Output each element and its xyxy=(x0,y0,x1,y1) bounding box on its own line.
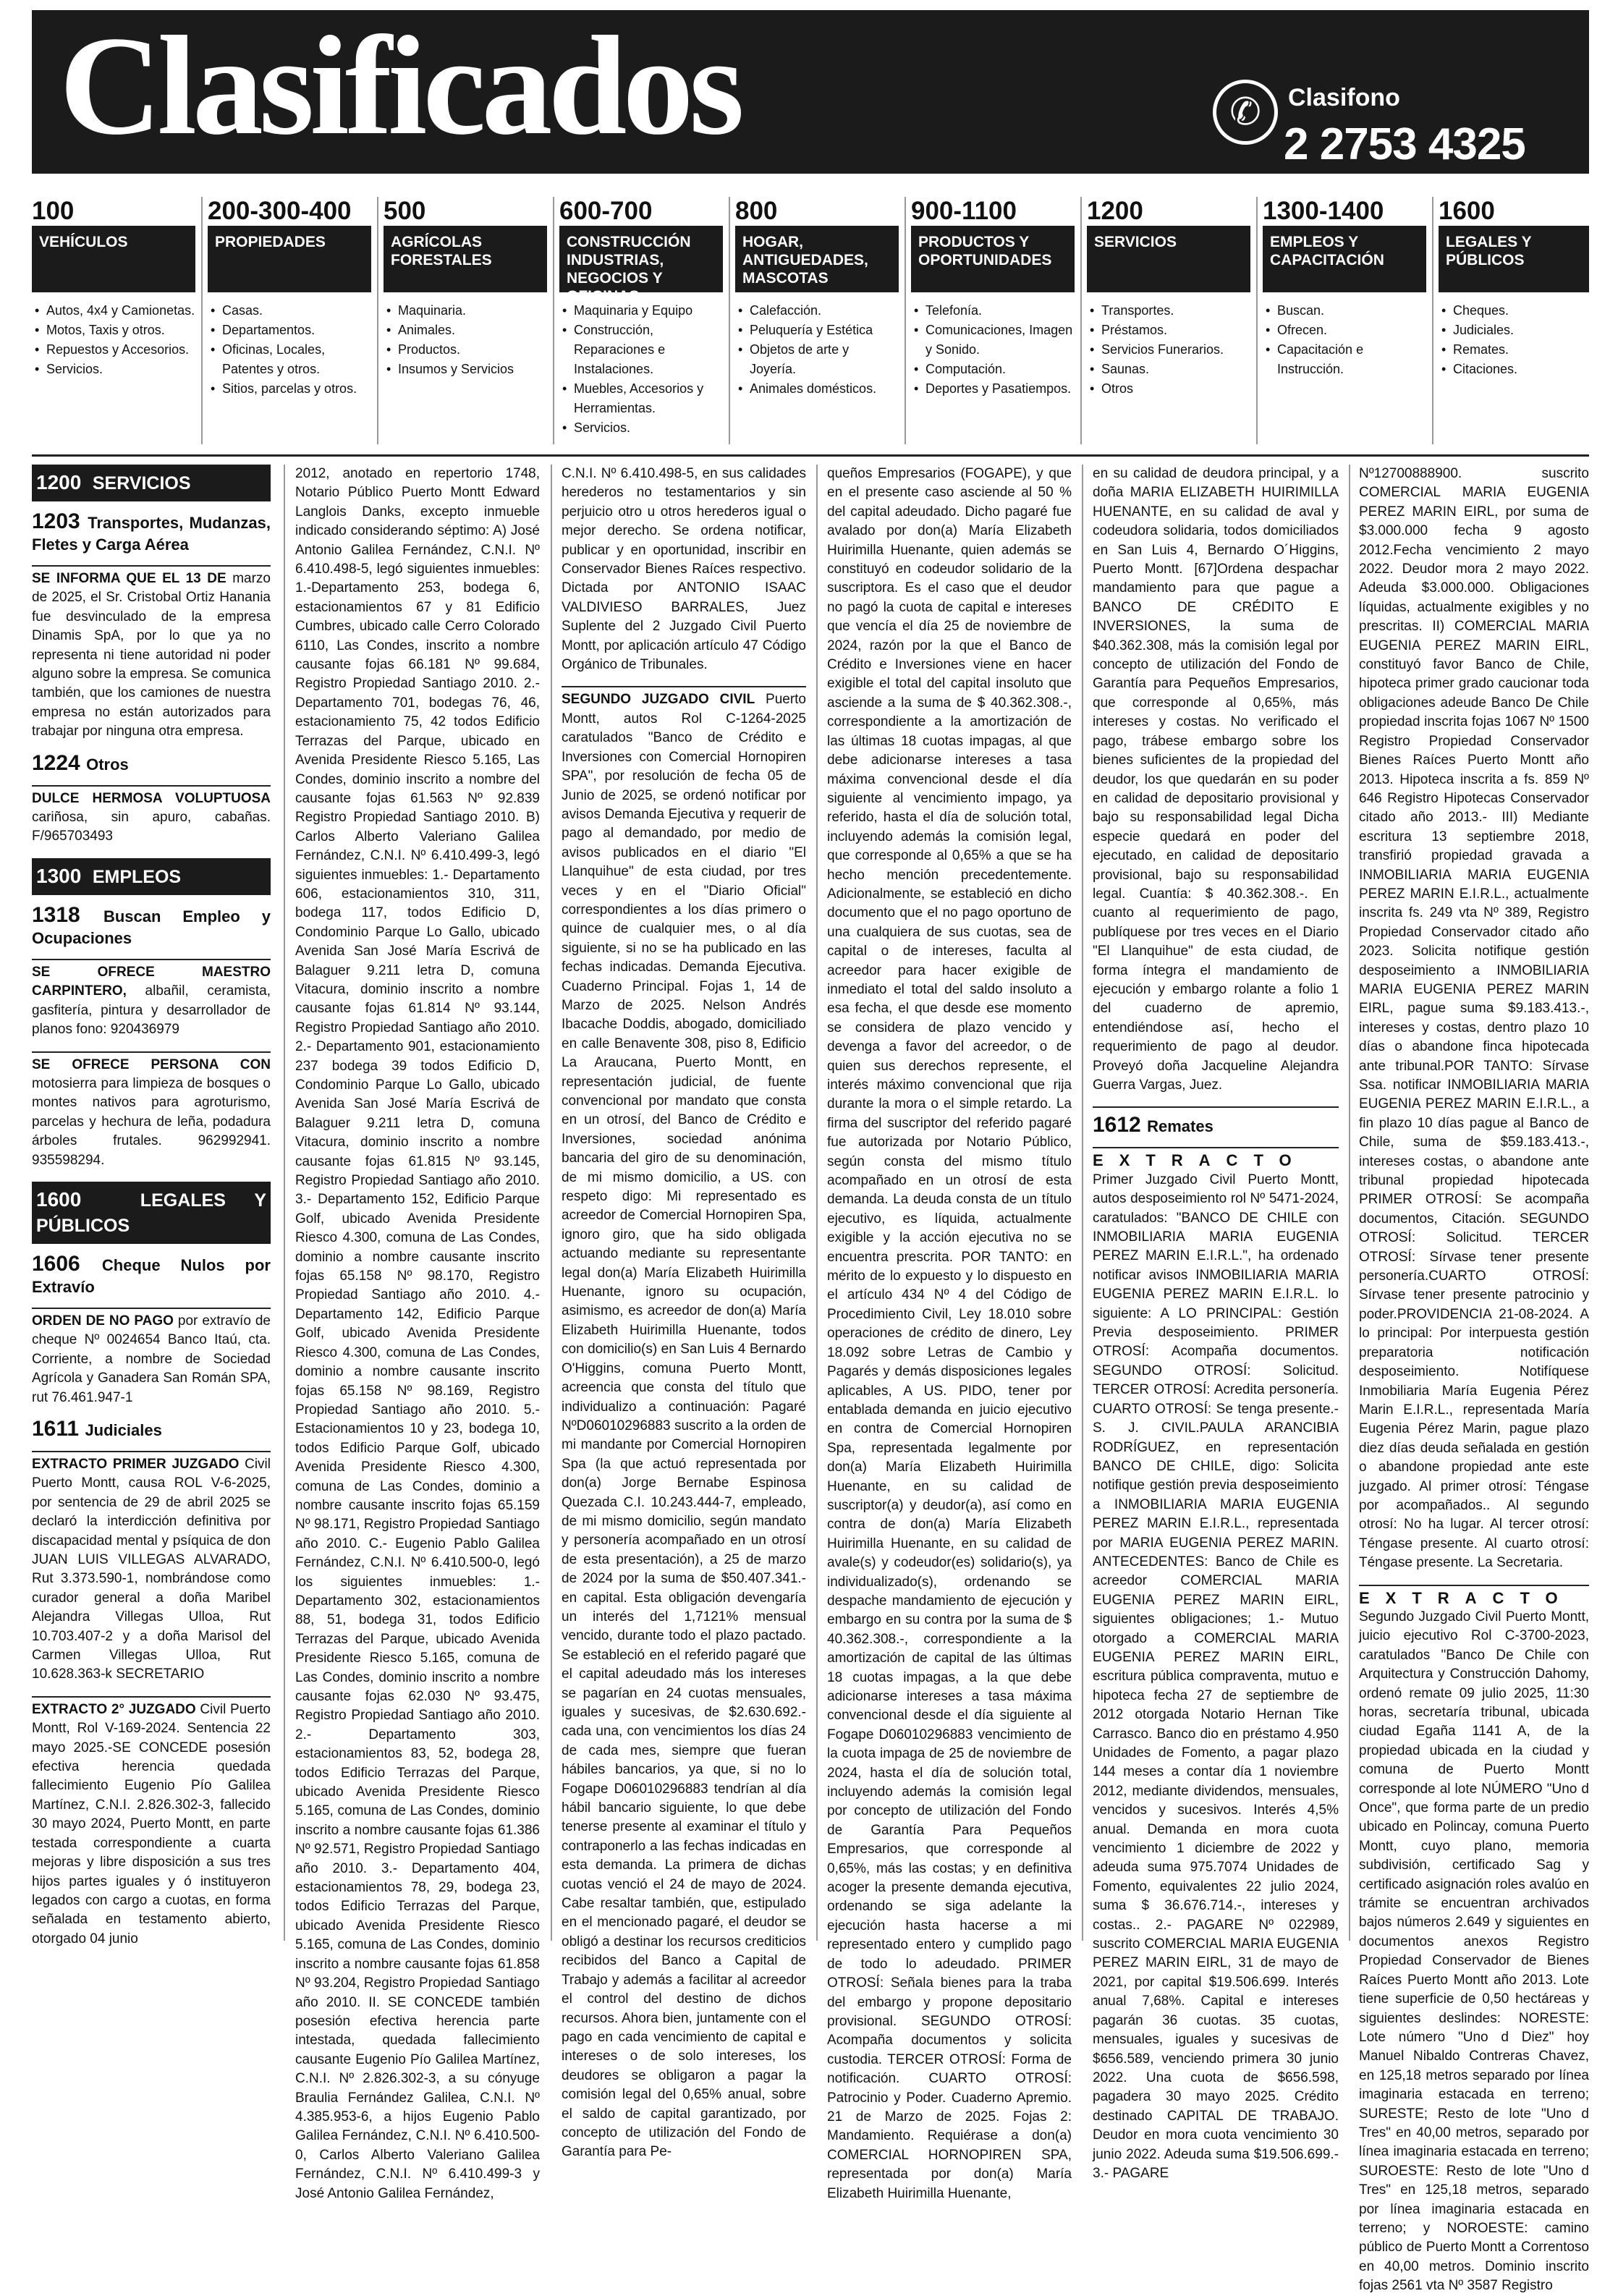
section-header-1300 xyxy=(32,858,271,895)
ad-body: por extravío de cheque Nº 0024654 Banco Itaú, cta. Corriente, a nombre de Sociedad Agrícola y Ganadera San Román SPA, rut 76.461.947-1 xyxy=(32,1313,271,1405)
category-divider xyxy=(201,197,203,444)
category-block xyxy=(32,197,195,379)
subsection-number: 1224 xyxy=(32,750,80,775)
category-items xyxy=(384,301,547,379)
subsection-name: Remates xyxy=(1147,1117,1214,1136)
column-6 xyxy=(1359,465,1589,2294)
subsection-1318 xyxy=(32,902,271,949)
category-item: • Remates. xyxy=(1439,340,1589,360)
category-block xyxy=(384,197,547,379)
masthead xyxy=(32,7,1589,174)
subsection-number: 1606 xyxy=(32,1251,80,1276)
divider xyxy=(32,454,1589,457)
subsection-number: 1611 xyxy=(32,1416,80,1441)
ad-lead: SE OFRECE PERSONA CON xyxy=(32,1056,271,1072)
legal-notice-text: Primer Juzgado Civil Puerto Montt, autos desposeimiento rol Nº 5471-2024, caratulados: "BANCO DE CHILE con INMOBILIARIA MARIA EUGENIA PEREZ MARIN E.I.R.L.", ha ordenado notificar avisos INMOBILIARIA MARIA EUGENIA PEREZ MARIN E.I.R.L. lo siguiente: A LO PRINCIPAL: Gestión Previa desposeimiento. PRIMER OTROSÍ: Acompaña documentos. SEGUNDO OTROSÍ: Solicitud. TERCER OTROSÍ: Acredita personería. CUARTO OTROSÍ: Se tenga presente.- S. J. CIVIL.PAULA ARANCIBIA RODRÍGUEZ, en representación BANCO DE CHILE, digo: Solicita notifique gestión previa desposeimiento a INMOBILIARIA MARIA EUGENIA PEREZ MARIN E.I.R.L., representada por MARIA EUGENIA PEREZ MARIN. ANTECEDENTES: Banco de Chile es acreedor COMERCIAL MARIA EUGENIA PEREZ MARIN EIRL, siguientes obligaciones; 1.- Mutuo otorgado a COMERCIAL MARIA EUGENIA PEREZ MARIN EIRL, escritura pública compraventa, mutuo e hipoteca fecha 27 de septiembre de 2012 otorgada Notario Hernan Tike Carrasco. Banco dio en préstamo 4.950 Unidades de Fomento, a pagar plazo 144 meses a contar día 1 noviembre 2012, mediante dividendos, mensuales, vencidos y sucesivos. Interés 4,5% anual. Demanda en mora cuota vencimiento 1 diciembre de 2022 y adeuda suma 975.7074 Unidades de Fomento, equivalentes 22 julio 2024, suma $ 36.676.714.-, intereses y costas.. 2.- PAGARE Nº 022989, suscrito COMERCIAL MARIA EUGENIA PEREZ MARIN EIRL, 31 de mayo de 2021, por capital $19.506.699. Interés anual 7,68%. Capital e intereses pagarán 36 cuotas. 35 cuotas, mensuales, iguales y sucesivas de $656.589, venciendo primera 30 junio 2022. Una cuota de $656.598, pagadera 30 mayo 2025. Crédito destinado CAPITAL DE TRABAJO. Deudor en mora cuota vencimiento 30 junio 2022. Adeuda suma $19.506.699.- 3.- PAGARE xyxy=(1093,1172,1339,2181)
column-divider xyxy=(284,465,285,1941)
category-block xyxy=(1439,197,1589,379)
category-name: HOGAR, ANTIGUEDADES, MASCOTAS xyxy=(735,226,899,292)
category-item: • Servicios. xyxy=(559,418,723,438)
category-name: AGRÍCOLAS FORESTALES xyxy=(384,226,547,292)
category-name: VEHÍCULOS xyxy=(32,226,195,292)
section-name: EMPLEOS xyxy=(92,866,182,887)
ad-body: motosierra para limpieza de bosques o montes nativos para agroturismo, parcelas y hechura de leña, podadura árboles frutales. 962992941. 935598294. xyxy=(32,1075,271,1168)
category-number: 900-1100 xyxy=(911,197,1017,225)
ad-lead: EXTRACTO PRIMER JUZGADO xyxy=(32,1456,240,1472)
category-name: EMPLEOS Y CAPACITACIÓN xyxy=(1263,226,1426,292)
classified-ad xyxy=(32,1451,271,1685)
classified-ad xyxy=(32,565,271,742)
classified-ad xyxy=(32,1696,271,1949)
category-item: • Muebles, Accesorios y Herramientas. xyxy=(559,379,723,418)
classified-ad xyxy=(32,1051,271,1170)
category-item: • Deportes y Pasatiempos. xyxy=(911,379,1075,399)
phone-icon: ✆ xyxy=(1213,80,1278,145)
category-block xyxy=(559,197,723,438)
section-header-1600 xyxy=(32,1182,271,1244)
ad-lead: SE INFORMA QUE EL 13 DE xyxy=(32,571,226,586)
category-item: • Oficinas, Locales, Patentes y otros. xyxy=(208,340,371,379)
category-block xyxy=(208,197,371,399)
column-divider xyxy=(551,465,552,1941)
category-item: • Saunas. xyxy=(1087,360,1250,379)
subsection-name: Transportes, Mudanzas, Fletes y Carga Aérea xyxy=(32,514,271,554)
ad-body: albañil, ceramista, gasfitería, pintura y desarrollador de planos fono: 920436979 xyxy=(32,983,271,1038)
legal-notice-text: Nº12700888900. suscrito COMERCIAL MARIA EUGENIA PEREZ MARIN EIRL, por suma de $3.000.000 fecha 9 agosto 2012.Fecha vencimiento 2 mayo 2022. Deudor mora 2 mayo 2022. Adeuda $3.000.000. Obligaciones líquidas, actualmente exigibles y no prescritas. II) COMERCIAL MARIA EUGENIA PEREZ MARIN EIRL, constituyó favor Banco de Chile, hipoteca primer grado caucionar toda obligaciones adeude Banco De Chile propiedad inscrita fojas 1067 Nº 1500 Registro Propiedad Conservador Bienes Raíces Puerto Montt año 2013. Hipoteca inscrita a fs. 859 Nº 646 Registro Hipotecas Conservador citado año 2013.- III) Mediante escritura 13 septiembre 2018, transfirió propiedad gravada a INMOBILIARIA MARIA EUGENIA PEREZ MARIN E.I.R.L., actualmente inscrita fs. 249 vta Nº 389, Registro Propiedad Conservador citado año 2023. Solicita notifique gestión desposeimiento a INMOBILIARIA MARIA EUGENIA PEREZ MARIN EIRL, pague suma $9.183.413.-, intereses y costas, dentro plazo 10 días o abandone finca hipotecada ante tribunal.POR TANTO: Sírvase Ssa. notificar INMOBILIARIA MARIA EUGENIA PEREZ MARIN E.I.R.L., a fin plazo 10 días pague al Banco de Chile, suma de $59.183.413.-, intereses costas, o abandone ante tribunal propiedad hipotecada PRIMER OTROSÍ: Se acompaña documentos, Citación. SEGUNDO OTROSÍ: Solicitud. TERCER OTROSÍ: Sírvase tener presente personería.CUARTO OTROSÍ: Sírvase tener presente patrocinio y poder.PROVIDENCIA 21-08-2024. A lo principal: Por interpuesta gestión preparatoria notificación desposeimiento. Notifíquese Inmobiliaria María Eugenia Pérez Marin E.I.R.L., representada María Eugenia Pérez Marin, pague plazo diez días deuda señalada en gestión o abandone propiedad ante este juzgado. Al primer otrosí: Téngase por acompañados.. Al segundo otrosí: No ha lugar. Al tercer otrosí: Téngase presente. Al cuarto otrosí: Téngase presente. La Secretaria. xyxy=(1359,466,1589,1571)
subsection-name: Judiciales xyxy=(85,1420,162,1439)
ad-body: Civil Puerto Montt, Rol V-169-2024. Sentencia 22 mayo 2025.-SE CONCEDE posesión efectiva herencia quedada fallecimiento Eugenio Pío Galilea Martínez, C.N.I. 2.826.302-3, fallecido 30 mayo 2024, Puerto Montt, en parte testada correspondiente a cuarta mejoras y libre disposición a sus tres hijos partes iguales y ó instituyeron legados con cargo a cuotas, en forma señalada en testamento abierto, otorgado 04 junio xyxy=(32,1701,271,1946)
category-item: • Objetos de arte y Joyería. xyxy=(735,340,899,379)
category-number: 1200 xyxy=(1087,197,1143,225)
subsection-name: Otros xyxy=(86,755,129,774)
column-1 xyxy=(32,465,271,1946)
page-title: Clasificados xyxy=(59,7,740,164)
category-items xyxy=(735,301,899,399)
category-item: • Sitios, parcelas y otros. xyxy=(208,379,371,399)
category-item: • Calefacción. xyxy=(735,301,899,321)
category-name: PROPIEDADES xyxy=(208,226,371,292)
ad-lead: ORDEN DE NO PAGO xyxy=(32,1313,174,1329)
notice-body: Puerto Montt, autos Rol C-1264-2025 caratulados "Banco de Crédito e Inversiones con Comercial Hornopiren SPA", por resolución de fecha 05 de Junio de 2025, se ordenó notificar por avisos Demanda Ejecutiva y requerir de pago al demandado, por medio de avisos publicados en el diario "El Llanquihue" de esta ciudad, por tres veces y en el "Diario Oficial" correspondientes a los días primero o quince de cualquier mes, o al día siguiente, si no se ha publicado en las fechas indicadas. Demanda Ejecutiva. Cuaderno Principal. Fojas 1, 14 de Marzo de 2025. Nelson Andrés Ibacache Doddis, abogado, domiciliado en calle Benavente 308, piso 8, Edificio La Araucana, Puerto Montt, en representación judicial, de fuente convencional por mandato que consta en un otrosí, del Banco de Crédito e Inversiones, sociedad anónima bancaria del giro de su denominación, de mi mismo domicilio, a US. con respeto digo: Mi representado es acreedor de Comercial Hornopiren Spa, ignoro giro, que ha sido obligada actuando mediante su representante legal don(a) María Elizabeth Huirimilla Huenante, ignoro su ocupación, asimismo, es acreedor de don(a) María Elizabeth Huirimilla Huenante, todos con domicilio(s) en San Luis 4 Bernardo O'Higgins, comuna Puerto Montt, acreencia que consta del título que individualizo a continuación: Pagaré NºD06010296883 suscrito a la orden de mi mandante por Comercial Hornopiren Spa (la que actuó representada por don(a) Jorge Bernabe Espinosa Quezada C.I. 10.243.444-7, empleado, de mi mismo domicilio, según mandato y personería acompañado en un otrosí de esta presentación), a 25 de marzo de 2024 por la suma de $50.407.341.- en capital. Esta obligación devengaría un interés del 1,7121% mensual vencido, durante todo el plazo pactado. Se estableció en el referido pagaré que el capital adeudado más los intereses se pagarían en 24 cuotas mensuales, iguales y sucesivas, de $2.630.692.- cada una, con vencimientos los días 24 de cada mes, siempre que fueran hábiles bancarios, ya que, si no lo Fogape D06010296883 tendrían al día hábil bancario siguiente, lo que debe tenerse presente al examinar el título y contraponerlo a las fechas indicadas en esta demanda. La primera de dichas cuotas venció el 24 de mayo de 2024. Cabe resaltar también, que, estipulado en el mencionado pagaré, el deudor se obligó a destinar los recursos crediticios recibidos del Banco a Capital de Trabajo y además a facilitar al acreedor el control del destino de dichos recursos. Ahora bien, juntamente con el pago en cada vencimiento de capital e intereses o de solo intereses, los deudores se obligaron a pagar la comisión legal del 0,65% anual, sobre el saldo de capital garantizado, por concepto de utilización del Fondo de Garantía para Pe- xyxy=(562,692,806,2160)
subsection-1606 xyxy=(32,1251,271,1297)
subsection-number: 1612 xyxy=(1093,1113,1141,1138)
notice-lead: SEGUNDO JUZGADO CIVIL xyxy=(562,692,755,708)
subsection-1611 xyxy=(32,1416,271,1441)
category-block xyxy=(1087,197,1250,399)
section-name: SERVICIOS xyxy=(92,473,191,493)
extracto-heading: EXTRACTO xyxy=(1093,1147,1339,1170)
category-number: 500 xyxy=(384,197,426,225)
section-name: LEGALES Y PÚBLICOS xyxy=(36,1190,266,1236)
category-item: • Ofrecen. xyxy=(1263,321,1426,340)
section-number: 1200 xyxy=(36,471,82,493)
legal-notice-text: en su calidad de deudora principal, y a doña MARIA ELIZABETH HUIRIMILLA HUENANTE, en su calidad de aval y codeudora solidaria, todos domiciliados en San Luis 4, Bernardo O´Higgins, Puerto Montt. [67]Ordena despachar mandamiento para que pague a BANCO DE CRÉDITO E INVERSIONES, la suma de $40.362.308, más la comisión legal por concepto de utilización del Fondo de Garantía para Pequeños Empresarios, que corresponde al 0,65%, más intereses y costas. No verificado el pago, trábese embargo sobre los bienes suficientes de la propiedad del deudor, los que quedarán en su poder en calidad de depositario provisional y bajo su responsabilidad legal Dicha especie quedará en poder del ejecutado, en calidad de depositario provisional, bajo su responsabilidad legal. Cuantía: $ 40.362.308.-. En cuanto al requerimiento de pago, publíquese por tres veces en el Diario "El Llanquihue" de esta ciudad, de forma íntegra el mandamiento de ejecución y embargo rolante a folio 1 del cuaderno de apremio, entendiéndose así, hecho el requerimiento de pago al deudor. Proveyó doña Jacqueline Alejandra Guerra Vargas, Juez. xyxy=(1093,466,1339,1093)
category-item: • Productos. xyxy=(384,340,547,360)
category-items xyxy=(1263,301,1426,379)
category-number: 600-700 xyxy=(559,197,653,225)
category-item: • Repuestos y Accesorios. xyxy=(32,340,195,360)
category-items xyxy=(1087,301,1250,399)
phone-label: Clasifono xyxy=(1288,84,1400,111)
category-block xyxy=(735,197,899,399)
ad-body: Civil Puerto Montt, causa ROL V-6-2025, por sentencia de 29 de abril 2025 se declaró la interdicción definitiva por discapacidad mental y psíquica de don JUAN LUIS VILLEGAS ALVARADO, Rut 3.373.590-1, nombrándose como curador general a doña Maribel Alejandra Villegas Ulloa, Rut 10.703.407-2 y a doña Marisol del Carmen Villegas Ulloa, Rut 10.628.363-k SECRETARIO xyxy=(32,1456,271,1682)
category-item: • Construcción, Reparaciones e Instalaciones. xyxy=(559,321,723,379)
category-items xyxy=(1439,301,1589,379)
category-name: SERVICIOS xyxy=(1087,226,1250,292)
classified-ad xyxy=(32,785,271,847)
legal-notice-text: 2012, anotado en repertorio 1748, Notario Público Puerto Montt Edward Langlois Danks, excepto inmueble indicado considerando séptimo: A) José Antonio Galilea Fernández, C.N.I. Nº 6.410.498-5, legó siguientes inmuebles: 1.-Departamento 253, bodega 6, estacionamientos 67 y 81 Edificio Cumbres, ubicado calle Cerro Colorado 6110, Las Condes, inscrito a nombre causante fojas 66.181 Nº 99.684, Registro Propiedad Santiago 2010. 2.- Departamento 701, bodegas 76, 46, estacionamiento 75, 42 todos Edificio Terrazas del Parque, ubicado en Avenida Presidente Riesco 5.165, Las Condes, dominio inscrito a nombre del causante fojas 61.563 Nº 92.839 Registro Propiedad Santiago 2010. B) Carlos Alberto Valeriano Galilea Fernández, C.N.I. Nº 6.410.499-3, legó siguientes inmuebles: 1.- Departamento 606, estacionamientos 310, 311, bodega 117, todos Edificio D, Condominio Parque Lo Gallo, ubicado Avenida San José María Escrivá de Balaguer 9.211 letra D, comuna Vitacura, dominio inscrito a nombre causante fojas 61.814 Nº 93.144, Registro Propiedad Santiago año 2010. 2.- Departamento 901, estacionamiento 237 bodega 39 todos Edificio D, Condominio Parque Lo Gallo, ubicado Avenida San José María Escrivá de Balaguer 9.211 letra D, comuna Vitacura, dominio inscrito a nombre causante fojas 61.815 Nº 93.145, Registro Propiedad Santiago año 2010. 3.- Departamento 152, Edificio Parque Golf, ubicado Avenida Presidente Riesco 4.300, comuna de Las Condes, dominio a nombre causante inscrito fojas 65.158 Nº 98.170, Registro Propiedad Santiago año 2010. 4.- Departamento 142, Edificio Parque Golf, ubicado Avenida Presidente Riesco 4.300, comuna de Las Condes, dominio a nombre causante inscrito fojas 65.158 Nº 98.169, Registro Propiedad Santiago año 2010. 5.- Estacionamientos 10 y 23, bodega 10, todos Edificio Parque Golf, ubicado Avenida Presidente Riesco 4.300, comuna de Las Condes, dominio a nombre causante inscrito fojas 65.159 Nº 98.171, Registro Propiedad Santiago año 2010. C.- Eugenio Pablo Galilea Fernández, C.N.I. Nº 6.410.500-0, legó los siguientes inmuebles: 1.- Departamento 302, estacionamientos 88, 51, bodega 31, todos Edificio Terrazas del Parque, ubicado Avenida Presidente Riesco 5.165, comuna de Las Condes, dominio inscrito a nombre causante fojas 62.030 Nº 93.475, Registro Propiedad Santiago año 2010. 2.- Departamento 303, estacionamientos 83, 52, bodega 28, todos Edificio Terrazas del Parque, ubicado Avenida Presidente Riesco 5.165, comuna de Las Condes, dominio inscrito a nombre causante fojas 61.386 Nº 92.571, Registro Propiedad Santiago año 2010. 3.- Departamento 404, estacionamientos 78, 29, bodega 23, todos Edificio Terrazas del Parque, ubicado Avenida Presidente Riesco 5.165, comuna de Las Condes, dominio inscrito a nombre causante fojas 61.858 Nº 93.204, Registro Propiedad Santiago año 2010. II. SE CONCEDE también posesión efectiva herencia parte intestada, quedada fallecimiento causante Eugenio Pío Galilea Martínez, C.N.I. Nº 2.826.302-3, a su cónyuge Braulia Fernández Galilea, C.N.I. Nº 4.385.953-6, a hijos Eugenio Pablo Galilea Fernández, C.N.I. Nº 6.410.500-0, Carlos Alberto Valeriano Galilea Fernández, C.N.I. Nº 6.410.499-3 y José Antonio Galilea Fernández, xyxy=(295,466,540,2201)
category-number: 1300-1400 xyxy=(1263,197,1384,225)
category-item: • Motos, Taxis y otros. xyxy=(32,321,195,340)
category-divider xyxy=(1432,197,1433,444)
category-item: • Préstamos. xyxy=(1087,321,1250,340)
category-item: • Animales. xyxy=(384,321,547,340)
category-item: • Computación. xyxy=(911,360,1075,379)
column-2 xyxy=(295,465,540,2201)
extracto-heading: EXTRACTO xyxy=(1359,1585,1589,1608)
category-divider xyxy=(553,197,554,444)
section-number: 1600 xyxy=(36,1187,82,1211)
subsection-name: Buscan Empleo y Ocupaciones xyxy=(32,907,271,947)
category-items xyxy=(911,301,1075,399)
classified-ad xyxy=(32,959,271,1040)
category-item: • Maquinaria. xyxy=(384,301,547,321)
category-item: • Servicios. xyxy=(32,360,195,379)
category-divider xyxy=(1080,197,1082,444)
category-item: • Maquinaria y Equipo xyxy=(559,301,723,321)
category-number: 1600 xyxy=(1439,197,1495,225)
subsection-name: Cheque Nulos por Extravío xyxy=(32,1255,271,1296)
subsection-1612 xyxy=(1093,1106,1339,1137)
category-item: • Judiciales. xyxy=(1439,321,1589,340)
category-item: • Otros xyxy=(1087,379,1250,399)
column-3 xyxy=(562,465,806,2160)
section-header-1200 xyxy=(32,465,271,501)
category-item: • Servicios Funerarios. xyxy=(1087,340,1250,360)
ad-body: marzo de 2025, el Sr. Cristobal Ortiz Hanania fue desvinculado de la empresa Dinamis SpA, por lo que ya no representa ni tiene autoridad ni poder alguno sobre la empresa. Se comunica también, que los camiones de nuestra empresa no están autorizados para trabajar por ninguna otra empresa. xyxy=(32,571,271,740)
category-items xyxy=(32,301,195,379)
category-divider xyxy=(905,197,906,444)
category-items xyxy=(559,301,723,438)
category-block xyxy=(1263,197,1426,379)
ad-lead: EXTRACTO 2° JUZGADO xyxy=(32,1701,196,1717)
category-number: 800 xyxy=(735,197,778,225)
category-divider xyxy=(377,197,378,444)
category-item: • Casas. xyxy=(208,301,371,321)
legal-notice-text: Segundo Juzgado Civil Puerto Montt, juicio ejecutivo Rol C-3700-2023, caratulados "Banco De Chile con Arquitectura y Construcción Dahomy, ordenó remate 09 julio 2025, 11:30 horas, secretaría tribunal, ubicada ciudad Egaña 1141 A, de la propiedad ubicada en la ciudad y comuna de Puerto Montt corresponde al lote NÚMERO "Uno d Once", que forma parte de un predio ubicado en Polincay, comuna Puerto Montt, cuyo plano, memoria subdivisión, certificado Sag y certificado asignación roles avalúo en trámite se encuentran archivados bajos números 2.649 y siguientes en documentos anexos Registro Propiedad Conservador de Bienes Raíces Puerto Montt año 2013. Lote tiene superficie de 0,50 hectáreas y siguientes deslindes: NORESTE: Lote número "Uno d Diez" hoy Manuel Nibaldo Contreras Chavez, en 125,18 metros separado por línea imaginaria estacada en terreno; SURESTE; Resto de lote "Uno d Tres" en 40,00 metros, separado por línea imaginaria estacada en terreno; SUROESTE: Resto de lote "Uno d Tres" en 125,18 metros, separado por línea imaginaria estacada en terreno; y NOROESTE: camino público de Puerto Montt a Correntoso en 40,00 metros. Dominio inscrito fojas 2561 vta Nº 3587 Registro xyxy=(1359,1609,1589,2294)
subsection-1203 xyxy=(32,509,271,555)
legal-notice-text: C.N.I. Nº 6.410.498-5, en sus calidades herederos no testamentarios y sin perjuicio otro u otros herederos igual o mejor derecho. Se ordena notificar, publicar y en oportunidad, inscribir en Conservador Bienes Raíces respectivo. Dictada por ANTONIO ISAAC VALDIVIESO BARRALES, Juez Suplente del 2 Juzgado Civil Puerto Montt, por aplicación artículo 47 Código Orgánico de Tribunales. xyxy=(562,466,806,673)
column-5 xyxy=(1093,465,1339,2181)
section-number: 1300 xyxy=(36,864,82,887)
column-4 xyxy=(827,465,1072,2201)
category-item: • Autos, 4x4 y Camionetas. xyxy=(32,301,195,321)
column-divider xyxy=(816,465,818,1941)
category-item: • Comunicaciones, Imagen y Sonido. xyxy=(911,321,1075,360)
category-block xyxy=(911,197,1075,399)
category-item: • Transportes. xyxy=(1087,301,1250,321)
category-name: PRODUCTOS Y OPORTUNIDADES xyxy=(911,226,1075,292)
classified-ad xyxy=(32,1308,271,1407)
category-name: LEGALES Y PÚBLICOS xyxy=(1439,226,1589,292)
category-items xyxy=(208,301,371,399)
subsection-number: 1203 xyxy=(32,509,80,533)
category-item: • Insumos y Servicios xyxy=(384,360,547,379)
category-item: • Capacitación e Instrucción. xyxy=(1263,340,1426,379)
category-item: • Citaciones. xyxy=(1439,360,1589,379)
category-divider xyxy=(729,197,730,444)
ad-lead: SE OFRECE MAESTRO CARPINTERO, xyxy=(32,964,271,999)
category-number: 100 xyxy=(32,197,75,225)
category-item: • Peluquería y Estética xyxy=(735,321,899,340)
phone-number: 2 2753 4325 xyxy=(1284,119,1525,169)
category-item: • Animales domésticos. xyxy=(735,379,899,399)
legal-notice xyxy=(562,686,806,2161)
category-name: CONSTRUCCIÓN INDUSTRIAS, NEGOCIOS Y OFICINAS xyxy=(559,226,723,292)
legal-notice-text: queños Empresarios (FOGAPE), y que en el presente caso asciende al 50 % del capital adeudado. Dicho pagaré fue avalado por don(a) María Elizabeth Huirimilla Huenante, quien además se constituyó en codeudor solidario de la suscriptora. Es el caso que el deudor no pagó la cuota de capital e intereses que vencía el día 25 de noviembre de 2024, razón por la que el Banco de Crédito e Inversiones viene en hacer exigible el total del capital insoluto que asciende a la suma de $ 40.362.308.-, correspondiente a la amortización de las últimas 18 cuotas impagas, al que debe adicionarse intereses a tasa máxima convencional desde el día siguiente al vencimiento impago, ya referido, hasta el día de solución total, incluyendo además la comisión legal, que corresponde al 0,65% a que se ha hecho mención precedentemente. Adicionalmente, se estableció en dicho documento que el no pago oportuno de una cualquiera de sus cuotas, sea de capital o de intereses, faculta al acreedor para hacer exigible de inmediato el total del saldo insoluto a esa fecha, el que desde ese momento se considera de plazo vencido y devenga a favor del acreedor, o de quien sus derechos represente, el interés máximo convencional que rija durante la mora o el simple retardo. La firma del suscriptor del referido pagaré fue autorizada por Notario Público, según consta del mismo título acompañado en un otrosí de esta demanda. La deuda consta de un título ejecutivo, es líquida, actualmente exigible y la acción ejecutiva no se encuentra prescrita. POR TANTO: en mérito de lo expuesto y lo dispuesto en el artículo 434 Nº 4 del Código de Procedimiento Civil, Ley 18.010 sobre operaciones de crédito de dinero, Ley 18.092 sobre Letras de Cambio y Pagarés y demás disposiciones legales aplicables, A US. PIDO, tener por entablada demanda en juicio ejecutivo en contra de Comercial Hornopiren Spa, representada legalmente por don(a) María Elizabeth Huirimilla Huenante, en su calidad de suscriptor(a) y deudor(a), así como en contra de don(a) María Elizabeth Huirimilla Huenante, en su calidad de avale(s) y codeudor(es) solidario(s), ya individualizado(s), ordenando se despache mandamiento de ejecución y embargo en su contra por la suma de $ 40.362.308.-, correspondiente a la amortización de capital de las últimas 18 cuotas impagas, a la que debe adicionarse intereses a tasa máxima convencional desde el día siguiente al Fogape D06010296883 vencimiento de la cuota impaga de 25 de noviembre de 2024, hasta el día de solución total, incluyendo además la comisión legal por concepto de utilización del Fondo de Garantía Para Pequeños Empresarios, que corresponde al 0,65%, más las costas; y en definitiva acoger la presente demanda ejecutiva, ordenando se siga adelante la ejecución hasta hacerse a mi representado entero y cumplido pago de todo lo adeudado. PRIMER OTROSÍ: Señala bienes para la traba del embargo y propone depositario provisional. SEGUNDO OTROSÍ: Acompaña documentos y solicita custodia. TERCER OTROSÍ: Forma de notificación. CUARTO OTROSÍ: Patrocinio y Poder. Cuaderno Apremio. 21 de Marzo de 2025. Fojas 2: Mandamiento. Requiérase a don(a) COMERCIAL HORNOPIREN SPA, representada por don(a) María Elizabeth Huirimilla Huenante, xyxy=(827,466,1072,2201)
subsection-1224 xyxy=(32,750,271,775)
category-item: • Telefonía. xyxy=(911,301,1075,321)
category-item: • Cheques. xyxy=(1439,301,1589,321)
category-number: 200-300-400 xyxy=(208,197,352,225)
category-item: • Departamentos. xyxy=(208,321,371,340)
ad-lead: DULCE HERMOSA VOLUPTUOSA xyxy=(32,790,271,806)
column-divider xyxy=(1349,465,1350,1941)
category-item: • Buscan. xyxy=(1263,301,1426,321)
subsection-number: 1318 xyxy=(32,902,80,927)
ad-body: cariñosa, sin apuro, cabañas. F/965703493 xyxy=(32,810,271,844)
column-divider xyxy=(1082,465,1083,1941)
category-divider xyxy=(1256,197,1258,444)
